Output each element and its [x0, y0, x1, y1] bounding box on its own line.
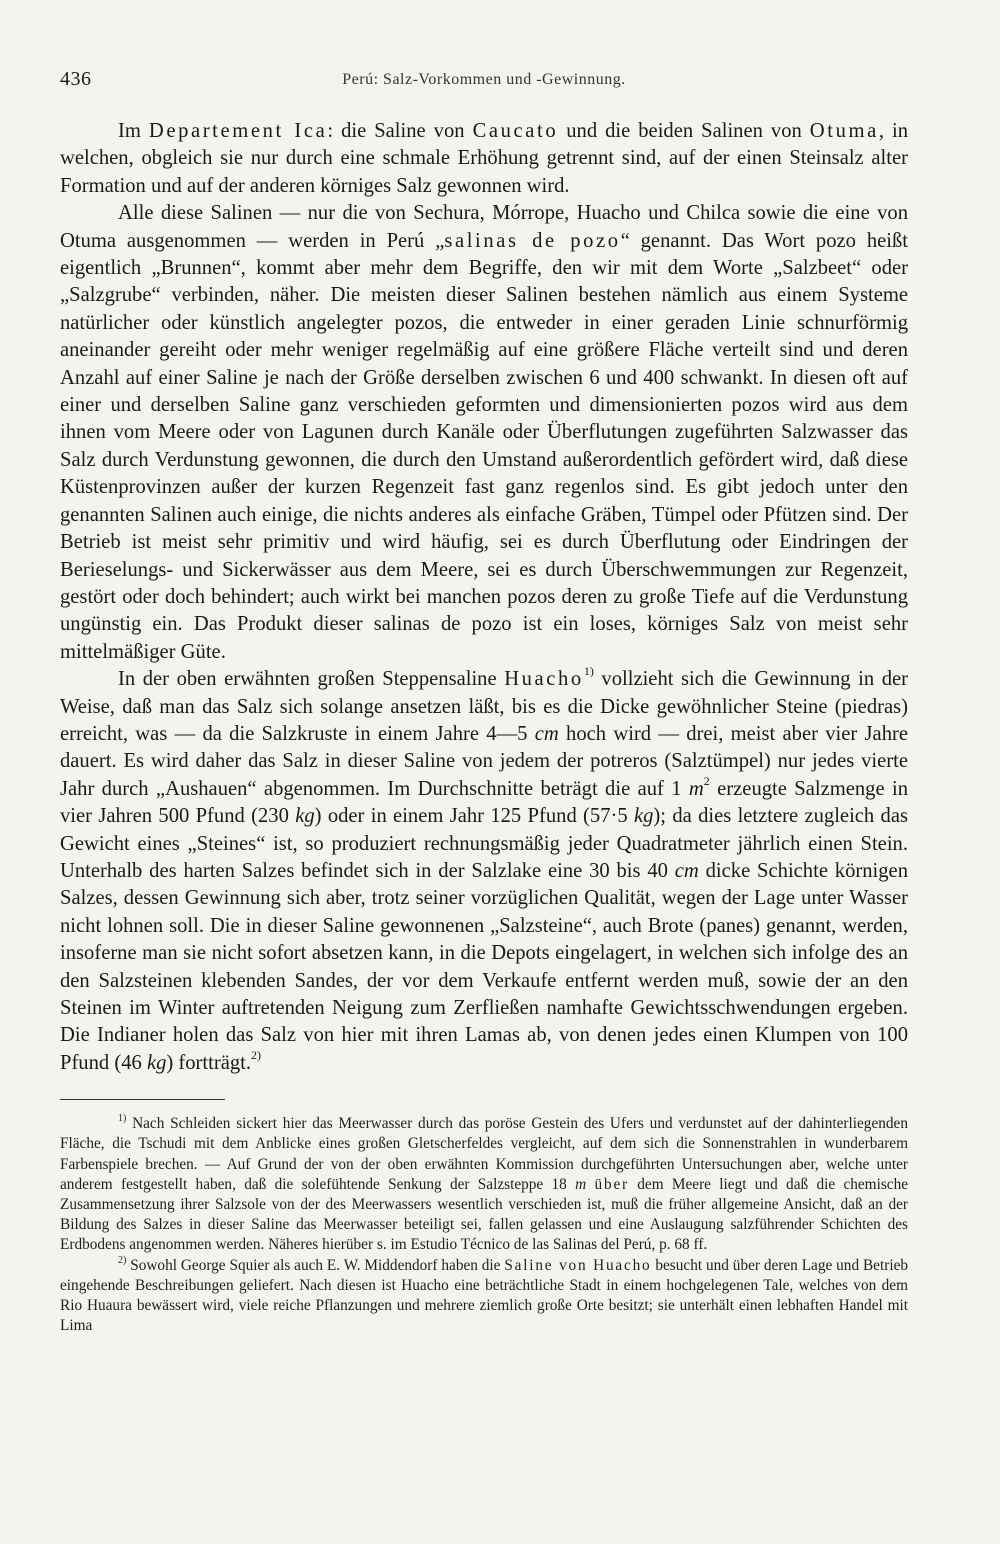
- spaced-term: Saline von Huacho: [504, 1256, 652, 1274]
- footnote-mark: 1): [118, 1113, 127, 1125]
- footnote-rule: [60, 1099, 225, 1100]
- footnote-mark: 2): [118, 1254, 127, 1266]
- paragraph-1: Im Departement Ica: die Saline von Caucato und die beiden Salinen von Otuma, in welchen, obgleich sie nur durch eine schmale Erhöhung getrennt sind, auf der einen Steinsalz alter Formation und auf der anderen körniges Salz gewonnen wird.: [60, 120, 908, 197]
- spaced-term: über: [594, 1175, 629, 1193]
- footnote-2: $^{2)}$ Sowohl George Squier als auch E. W. Middendorf haben die Saline von Huacho besucht und über deren Lage und Betrieb eingehende Beschreibungen geliefert. Nach diesen ist Huacho eine beträchtliche Stadt in einem hochgelegenen Tale, welches von dem Rio Huaura bewässert wird, viele reiche Pflanzungen und mehrere ziemlich große Orte besitzt; sie unterhält einen lebhaften Handel mit Lima: [60, 1254, 909, 1335]
- spaced-term: salinas de pozo: [444, 229, 621, 252]
- spaced-term: Otuma: [809, 120, 879, 142]
- unit: kg: [146, 1051, 167, 1074]
- page-number: 436: [60, 68, 92, 90]
- spaced-term: Caucato: [472, 120, 559, 142]
- running-title: Perú: Salz-Vorkommen und -Gewinnung.: [342, 71, 626, 88]
- unit: kg: [295, 805, 315, 828]
- spaced-term: Departement Ica: [148, 120, 328, 142]
- paragraph-2: Alle diese Salinen — nur die von Sechura, Mórrope, Huacho und Chilca sowie die eine von Otuma ausgenommen — werden in Perú „salinas de pozo“ genannt. Das Wort pozo heißt eigentlich „Brunnen“, kommt aber mehr dem Begriffe, den wir mit dem Worte „Salzbeet“ oder „Salzgrube“ verbinden, näher. Die meisten dieser Salinen bestehen nämlich aus einem Systeme natürlicher oder künstlich angelegter pozos, die entweder in einer geraden Linie schnurförmig aneinander gereiht oder mehr weniger regelmäßig auf eine größere Fläche verteilt sind und deren Anzahl auf einer Saline je nach der Größe derselben zwischen 6 und 400 schwankt. In diesen oft auf einer und derselben Saline ganz verschieden geformten und dimensionierten pozos wird aus dem ihnen vom Meere oder von Lagunen durch Kanäle oder Überflutungen zugeführten Salzwasser das Salz durch Verdunstung gewonnen, die durch den Umstand außerordentlich gefördert wird, daß diese Küstenprovinzen außer der kurzen Regenzeit fast ganz regenlos sind. Es gibt jedoch unter den genannten Salinen auch einige, die nichts anderes als einfache Gräben, Tümpel oder Pfützen sind. Der Betrieb ist meist sehr primitiv und wird häufig, sei es durch Überflutung oder Eindringen der Berieselungs- und Sickerwässer aus dem Meere, sei es durch Überschwemmungen zur Regenzeit, gestört oder doch behindert; auch wirkt bei manchen pozos deren zu große Tiefe auf die Verdunstung ungünstig ein. Das Produkt dieser salinas de pozo ist ein loses, körniges Salz von meist sehr mittelmäßiger Güte.: [60, 202, 908, 663]
- footnote-1: $^{1)}$ Nach Schleiden sickert hier das Meerwasser durch das poröse Gestein des Ufers und verdunstet auf der dahinterliegenden Fläche, die Tschudi mit dem Anblicke eines großen Gletscherfeldes vergleicht, auf dem sich die Sonnenstrahlen in wunderbarem Farbenspiele brechen. — Auf Grund der von der oben erwähnten Kommission durchgeführten Untersuchungen aber, welche unter anderem festgestellt haben, daß die solefühtende Senkung der Salzsteppe 18 m über dem Meere liegt und daß die chemische Zusammensetzung ihrer Salzsole von der des Meerwassers wesentlich verschieden ist, muß die früher allgemeine Ansicht, daß an der Bildung des Salzes in dieser Saline das Meerwasser beteiligt sei, fallen gelassen und eine Auslaugung salzführender Schichten des Erdbodens angenommen werden. Näheres hierüber s. im Estudio Técnico de las Salinas del Perú, p. 68 ff.: [60, 1113, 909, 1254]
- unit: m: [688, 777, 704, 800]
- footnotes: [60, 1114, 908, 1336]
- book-page: [60, 68, 908, 1336]
- unit: cm: [534, 722, 559, 745]
- running-head: [60, 68, 908, 98]
- paragraph-3: In der oben erwähnten großen Steppensaline Huacho$^{1)}$ vollzieht sich die Gewinnung in der Weise, daß man das Salz sich solange ansetzen läßt, bis es die Dicke gewöhnlicher Steine (piedras) erreicht, was — da die Salzkruste in einem Jahre 4—5 cm hoch wird — drei, meist aber vier Jahre dauert. Es wird daher das Salz in dieser Saline von jedem der potreros (Salztümpel) nur jedes vierte Jahr durch „Aushauen“ abgenommen. Im Durchschnitte beträgt die auf 1 $m^2$ erzeugte Salzmenge in vier Jahren 500 Pfund (230 kg) oder in einem Jahr 125 Pfund (57·5 kg); da dies letztere zugleich das Gewicht eines „Steines“ ist, so produziert rechnungsmäßig jeder Quadratmeter jährlich einen Stein. Unterhalb des harten Salzes befindet sich in der Salzlake eine 30 bis 40 cm dicke Schichte körnigen Salzes, dessen Gewinnung sich aber, trotz seiner vorzüglichen Qualität, wegen der Lage unter Wasser nicht lohnen soll. Die in dieser Saline gewonnenen „Salzsteine“, auch Brote (panes) genannt, werden, insoferne man sie nicht sofort absetzen kann, in die Depots eingelagert, in welchen sich infolge des an den Salzsteinen klebenden Sandes, der vor dem Verkaufe entfernt werden muß, sowie der an den Steinen im Winter auftretenden Neigung zum Zerfließen namhafte Gewichtsschwendungen ergeben. Die Indianer holen das Salz von hier mit ihren Lamas ab, von denen jedes einen Klumpen von 100 Pfund (46 kg) fortträgt.$^{2)}$: [60, 664, 909, 1074]
- unit: kg: [633, 805, 654, 828]
- spaced-term: Huacho: [504, 668, 584, 691]
- main-text: [60, 118, 908, 1077]
- exponent: 2: [703, 773, 710, 788]
- footnote-ref-1[interactable]: 1): [583, 664, 594, 679]
- unit: cm: [674, 859, 699, 882]
- footnote-ref-2[interactable]: 2): [251, 1047, 262, 1062]
- unit: m: [575, 1175, 587, 1193]
